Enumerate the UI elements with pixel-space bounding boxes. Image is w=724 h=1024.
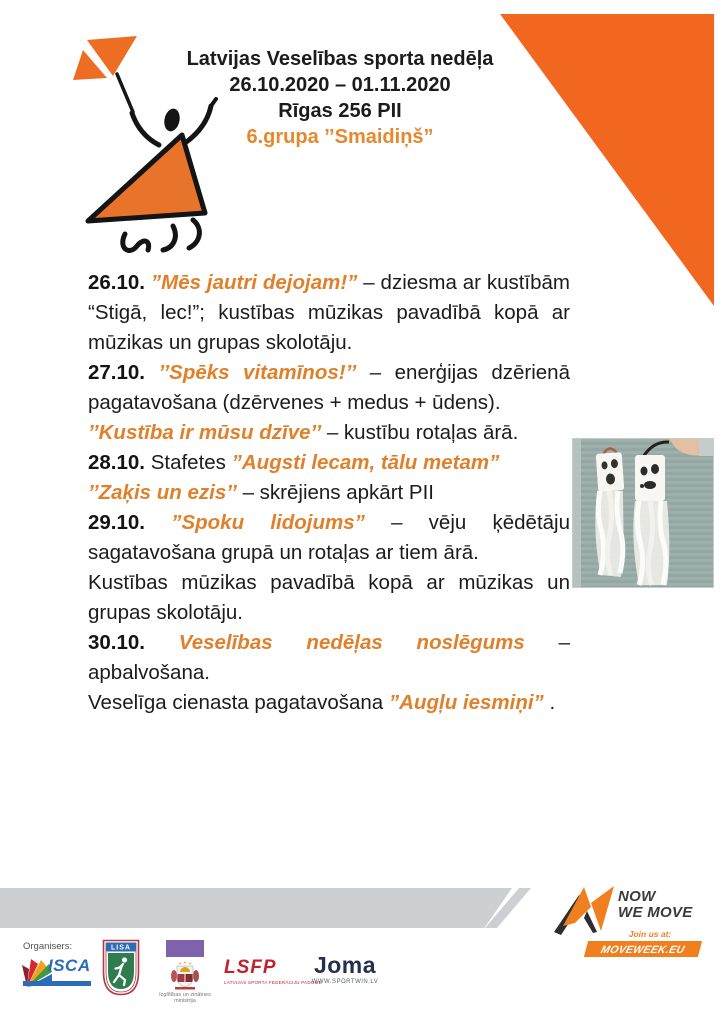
schedule-description: – skrējiens apkārt PII xyxy=(236,481,434,504)
lsfp-wordmark: LSFP xyxy=(224,957,277,978)
lisa-logo xyxy=(102,939,140,996)
schedule-paragraph xyxy=(88,418,570,448)
activity-name: ”Augsti lecam, tālu metam” xyxy=(231,451,500,474)
schedule-date: 27.10. xyxy=(88,361,159,384)
nwm-line2: WE MOVE xyxy=(618,904,693,921)
schedule-paragraph xyxy=(88,358,570,418)
activity-name: ”Augļu iesmiņi” xyxy=(388,691,544,714)
organisers-label: Organisers: xyxy=(23,941,73,952)
event-location: Rīgas 256 PII xyxy=(278,100,402,122)
schedule-description: – enerģijas dzērienā pagatavošana (dzērvenes + medus + ūdens). xyxy=(88,361,570,414)
joma-logo xyxy=(308,953,382,985)
event-dates: 26.10.2020 – 01.11.2020 xyxy=(229,74,451,96)
schedule-description: – vēju ķēdētāju sagatavošana grupā un rotaļas ar tiem ārā. xyxy=(88,511,570,564)
schedule-paragraph xyxy=(88,628,570,688)
activity-name: Veselības nedēļas noslēgums xyxy=(178,631,525,654)
moveweek-url: MOVEWEEK.EU xyxy=(599,944,686,956)
isca-logo xyxy=(22,955,94,989)
schedule-text xyxy=(88,268,570,718)
joma-subtitle: WWW.SPORTWIN.LV xyxy=(311,979,379,985)
activity-name: ’’Zaķis un ezis’’ xyxy=(88,481,237,504)
header-title-block xyxy=(130,46,550,150)
activity-name: ’’Kustība ir mūsu dzīve’’ xyxy=(88,421,322,444)
schedule-description: Stafetes xyxy=(150,451,232,474)
schedule-date: 30.10. xyxy=(88,631,179,654)
orange-flag-icon xyxy=(73,36,137,80)
isca-tagline-bar xyxy=(23,981,91,986)
lsfp-logo xyxy=(224,957,322,985)
schedule-description: . xyxy=(543,691,556,714)
now-we-move-wordmark xyxy=(618,889,693,921)
event-title: Latvijas Veselības sporta nedēļa xyxy=(186,48,494,70)
isca-wordmark: ISCA xyxy=(48,956,91,975)
activity-name: ’’Spēks vitamīnos!’’ xyxy=(158,361,357,384)
schedule-paragraph xyxy=(88,448,570,508)
latvia-coat-of-arms-icon xyxy=(171,961,199,990)
schedule-description: – kustību rotaļas ārā. xyxy=(321,421,519,444)
ghost-crafts-illustration xyxy=(573,439,713,587)
schedule-paragraph xyxy=(88,568,570,628)
schedule-description: – dziesma ar kustībām “Stigā, lec!”; kustības mūzikas pavadībā kopā ar mūzikas un grupas skolotāju. xyxy=(88,271,571,354)
gray-stripe xyxy=(0,888,512,928)
schedule-date: 28.10. xyxy=(88,451,151,474)
schedule-paragraph xyxy=(88,688,570,718)
nwm-line1: NOW xyxy=(618,888,656,905)
schedule-date: 26.10. xyxy=(88,271,151,294)
activity-name: ”Spoku lidojums” xyxy=(171,511,365,534)
lisa-wordmark: LISA xyxy=(111,944,131,952)
ghost-crafts-photo xyxy=(572,438,714,588)
ministry-name: Izglītības un zinātnes ministrija xyxy=(159,992,211,1004)
schedule-paragraph xyxy=(88,268,570,358)
activity-name: ”Mēs jautri dejojam!” xyxy=(150,271,358,294)
group-name: 6.grupa ’’Smaidiņš” xyxy=(246,126,434,148)
schedule-description: Veselīga cienasta pagatavošana xyxy=(88,691,389,714)
ministry-purple-flag xyxy=(166,940,204,957)
schedule-description: Kustības mūzikas pavadībā kopā ar mūzikas un grupas skolotāju. xyxy=(88,571,570,624)
schedule-description: – apbalvošana. xyxy=(88,631,570,684)
join-us-label: Join us at: xyxy=(628,929,672,939)
lsfp-subtitle: LATVIJAS SPORTA FEDERĀCIJU PADOME xyxy=(224,980,322,985)
schedule-paragraph xyxy=(88,508,570,568)
moveweek-banner xyxy=(584,941,702,957)
joma-wordmark: Joma xyxy=(313,952,377,978)
schedule-date: 29.10. xyxy=(88,511,172,534)
